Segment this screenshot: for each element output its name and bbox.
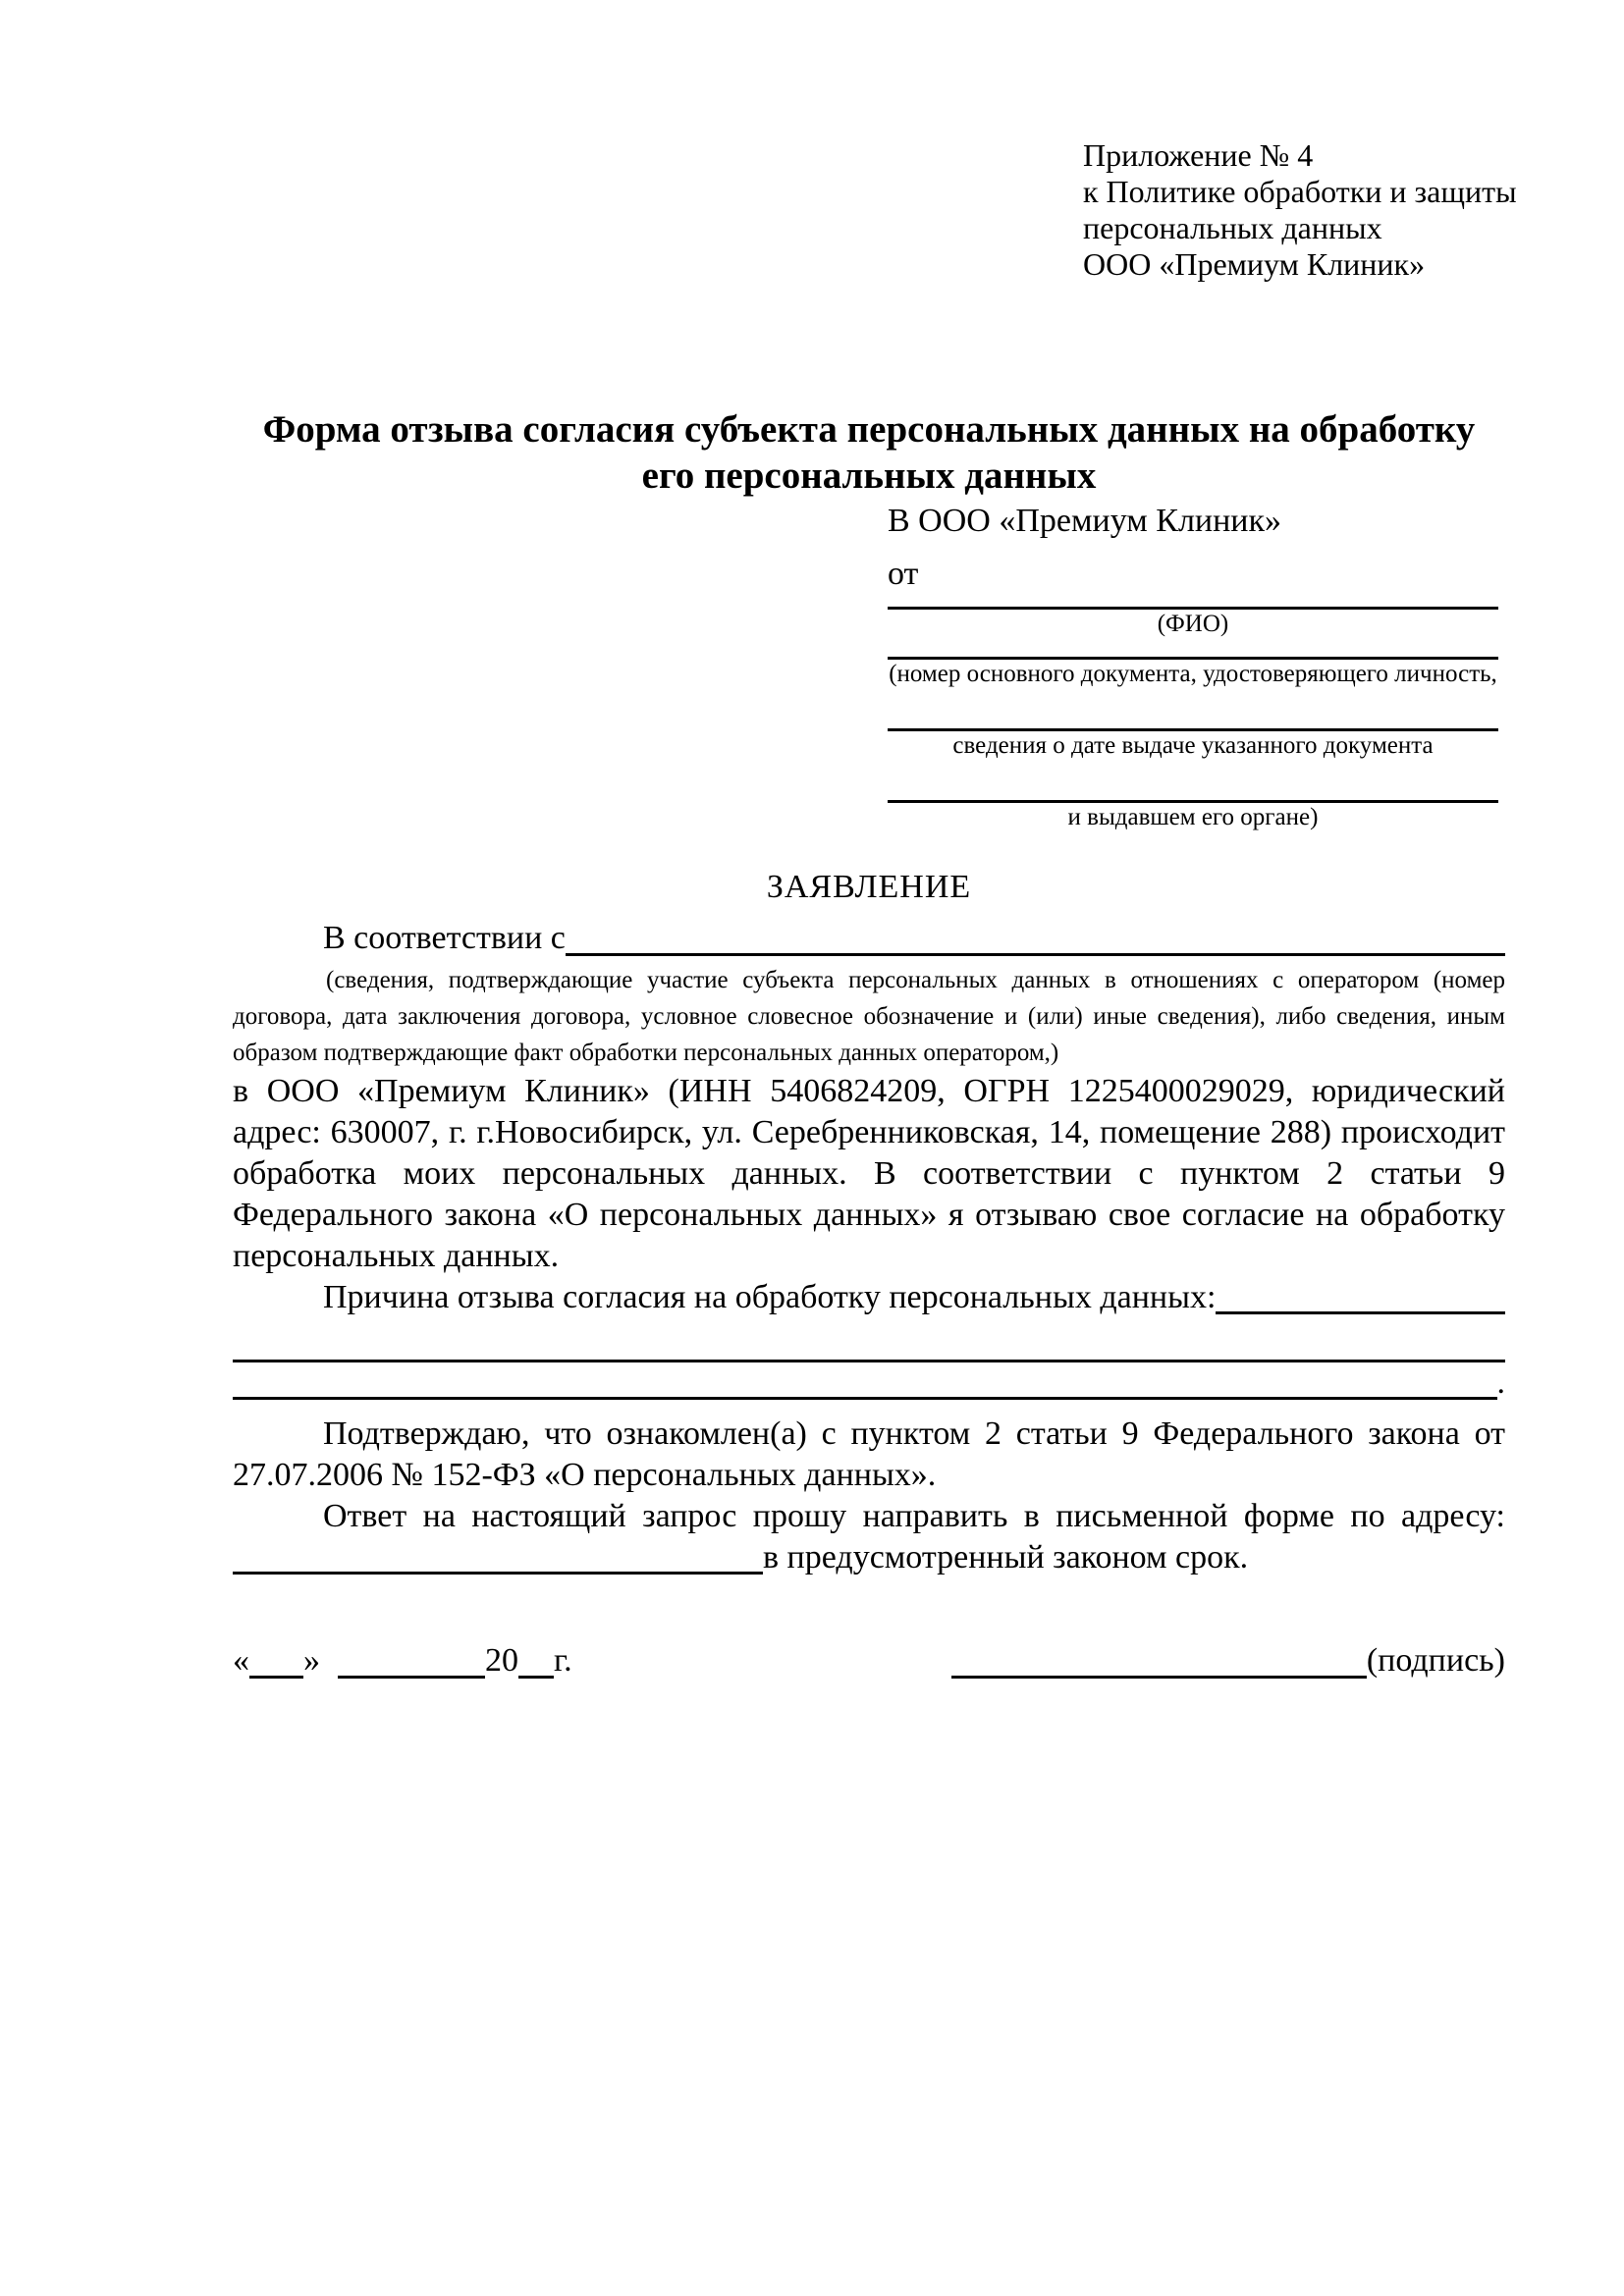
issuing-authority-caption: и выдавшем его органе)	[1067, 804, 1319, 830]
reason-row	[233, 1277, 1505, 1318]
issue-date-blank-line	[888, 689, 1498, 731]
reply-address-row	[233, 1537, 1505, 1578]
basis-footnote: (сведения, подтверждающие участие субъекта персональных данных в отношениях с оператором (номер договора, дата заключения договора, условное словесное обозначение и (или) иные сведения), либо сведения, иным образом подтверждающие факт обработки персональных данных оператором,)	[233, 967, 1505, 1066]
statement-body: в ООО «Премиум Клиник» (ИНН 5406824209, ОГРН 1225400029029, юридический адрес: 630007, г. г.Новосибирск, ул. Серебренниковская, 14, помещение 288) происходит обработка моих персональных данных. В соответствии с пунктом 2 статьи 9 Федерального закона «О персональных данных» я отзываю свое согласие на обработку персональных данных.	[233, 1073, 1505, 1274]
day-blank-line	[249, 1639, 303, 1679]
day-close-quote: »	[303, 1642, 320, 1679]
recipient-from-label: от	[888, 556, 919, 592]
intro-prefix: В соответствии с	[323, 920, 566, 956]
date-signature-row	[233, 1639, 1505, 1682]
confirmation-paragraph: Подтверждаю, что ознакомлен(а) с пунктом 2 статьи 9 Федерального закона от 27.07.2006 № 152-ФЗ «О персональных данных».	[233, 1415, 1505, 1493]
appendix-line: ООО «Премиум Клиник»	[1083, 246, 1426, 282]
reply-address-blank-line	[233, 1537, 763, 1575]
issue-date-caption: сведения о дате выдаче указанного документа	[952, 732, 1434, 759]
reply-request: Ответ на настоящий запрос прошу направить в письменной форме по адресу:	[323, 1498, 1505, 1534]
reason-blank-line-full	[233, 1318, 1505, 1362]
reason-end-mark: .	[1496, 1364, 1505, 1401]
reply-tail: в предусмотренный законом срок.	[763, 1539, 1249, 1575]
year-blank-line	[518, 1639, 554, 1679]
document-number-blank-line	[888, 639, 1498, 660]
signature-blank-line	[951, 1639, 1367, 1679]
fio-caption: (ФИО)	[1157, 611, 1229, 637]
date-field	[233, 1639, 572, 1682]
basis-blank-line	[566, 917, 1505, 956]
recipient-block	[888, 499, 1498, 832]
day-open-quote: «	[233, 1642, 249, 1679]
signature-field	[951, 1639, 1505, 1682]
reason-label: Причина отзыва согласия на обработку персональных данных:	[323, 1279, 1217, 1315]
document-number-caption: (номер основного документа, удостоверяющего личность,	[889, 661, 1497, 687]
appendix-line: Приложение № 4	[1083, 137, 1314, 173]
signature-caption: (подпись)	[1366, 1642, 1505, 1679]
appendix-line: к Политике обработки и защиты	[1083, 174, 1517, 209]
document-title: Форма отзыва согласия субъекта персональных данных на обработку его персональных данных	[262, 408, 1476, 497]
year-suffix: г.	[554, 1642, 572, 1679]
month-blank-line	[338, 1639, 485, 1679]
recipient-to: В ООО «Премиум Клиник»	[888, 503, 1282, 539]
reason-blank-line-end-row	[233, 1362, 1505, 1404]
appendix-note	[1083, 137, 1517, 283]
statement-heading: ЗАЯВЛЕНИЕ	[766, 869, 972, 905]
issuing-authority-blank-line	[888, 761, 1498, 803]
fio-blank-line	[888, 597, 1498, 610]
year-prefix: 20	[485, 1642, 518, 1679]
reason-blank-line-start	[1216, 1277, 1505, 1314]
intro-row	[233, 917, 1505, 960]
reason-blank-line-end	[233, 1362, 1497, 1400]
appendix-line: персональных данных	[1083, 210, 1382, 245]
